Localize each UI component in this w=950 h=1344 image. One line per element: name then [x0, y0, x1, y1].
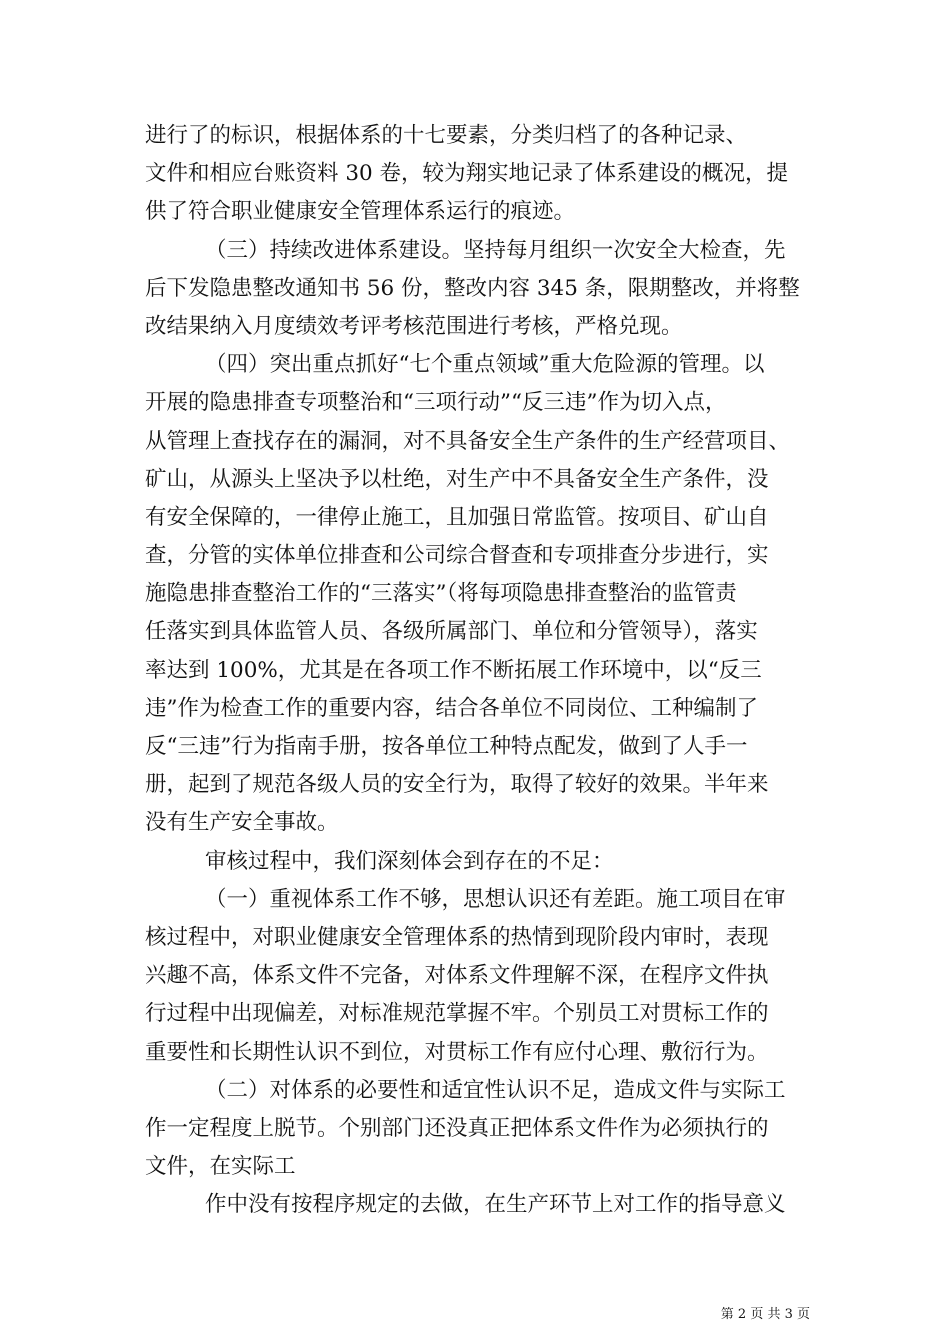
text-line: 矿山，从源头上坚决予以杜绝，对生产中不具备安全生产条件，没 — [145, 466, 769, 492]
paragraph-start-line: 审核过程中，我们深刻体会到存在的不足： — [205, 848, 614, 874]
text-line: 反“三违”行为指南手册，按各单位工种特点配发，做到了人手一 — [145, 734, 748, 759]
paragraph-start-line: （二）对体系的必要性和适宜性认识不足，造成文件与实际工 — [205, 1077, 786, 1103]
text-line: 兴趣不高，体系文件不完备，对体系文件理解不深，在程序文件执 — [145, 963, 769, 989]
text-line: 核过程中，对职业健康安全管理体系的热情到现阶段内审时，表现 — [145, 924, 769, 950]
text-line: 查，分管的实体单位排查和公司综合督查和专项排查分步进行，实 — [145, 543, 769, 569]
text-line: 进行了的标识，根据体系的十七要素，分类归档了的各种记录、 — [145, 123, 748, 148]
text-line: 开展的隐患排查专项整治和“三项行动”“反三违”作为切入点， — [145, 390, 727, 416]
text-line: 文件，在实际工 — [145, 1154, 296, 1180]
text-line: 作一定程度上脱节。个别部门还没真正把体系文件作为必须执行的 — [145, 1115, 769, 1141]
text-line: 后下发隐患整改通知书 56 份，整改内容 345 条，限期整改，并将整 — [145, 275, 800, 301]
paragraph-start-line: 作中没有按程序规定的去做，在生产环节上对工作的指导意义 — [205, 1192, 786, 1218]
text-line: 任落实到具体监管人员、各级所属部门、单位和分管领导），落实 — [145, 619, 758, 645]
text-line: 有安全保障的，一律停止施工，且加强日常监管。按项目、矿山自 — [145, 504, 769, 530]
paragraph-start-line: （四）突出重点抓好“七个重点领域”重大危险源的管理。以 — [205, 352, 765, 378]
text-line: 没有生产安全事故。 — [145, 810, 339, 836]
document-body — [145, 117, 809, 1224]
text-line: 文件和相应台账资料 30 卷，较为翔实地记录了体系建设的概况，提 — [145, 161, 789, 187]
text-line: 率达到 100%，尤其是在各项工作不断拓展工作环境中，以“反三 — [145, 657, 762, 683]
paragraph-start-line: （三）持续改进体系建设。坚持每月组织一次安全大检查，先 — [205, 237, 786, 263]
page-number-footer: 第 2 页 共 3 页 — [720, 1307, 810, 1322]
text-line: 供了符合职业健康安全管理体系运行的痕迹。 — [145, 199, 576, 225]
text-line: 改结果纳入月度绩效考评考核范围进行考核，严格兑现。 — [145, 313, 683, 339]
text-line: 违”作为检查工作的重要内容，结合各单位不同岗位、工种编制了 — [145, 695, 758, 721]
text-line: 施隐患排查整治工作的“三落实”（将每项隐患排查整治的监管责 — [145, 581, 737, 607]
text-line: 重要性和长期性认识不到位，对贯标工作有应付心理、敷衍行为。 — [145, 1039, 769, 1065]
text-line: 册，起到了规范各级人员的安全行为，取得了较好的效果。半年来 — [145, 772, 769, 798]
paragraph-start-line: （一）重视体系工作不够，思想认识还有差距。施工项目在审 — [205, 886, 786, 912]
text-line: 行过程中出现偏差，对标准规范掌握不牢。个别员工对贯标工作的 — [145, 1001, 769, 1027]
text-line: 从管理上查找存在的漏洞，对不具备安全生产条件的生产经营项目、 — [145, 428, 791, 454]
